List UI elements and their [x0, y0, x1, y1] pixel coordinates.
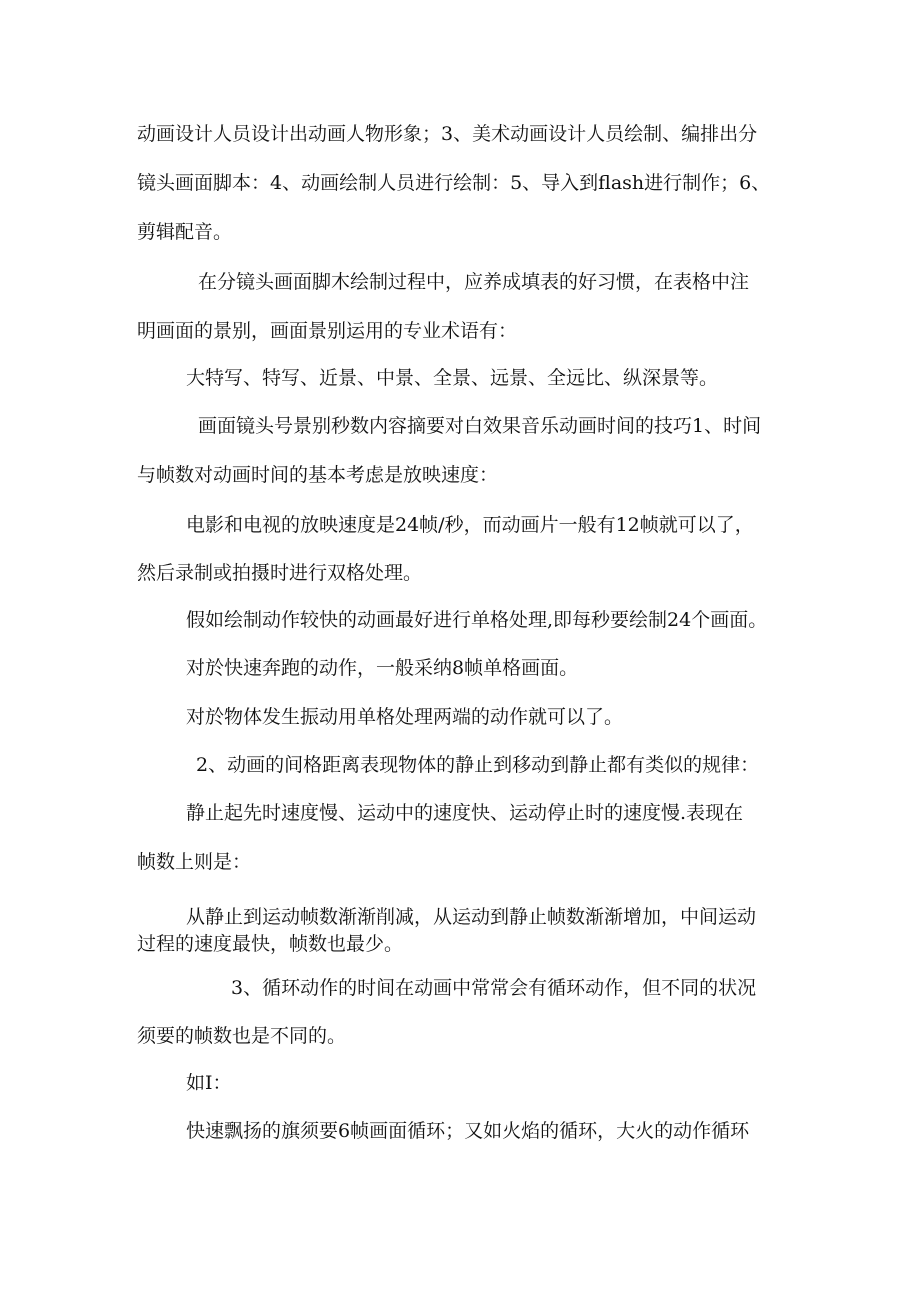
text-line: 过程的速度最快，帧数也最少。	[137, 933, 404, 955]
text-line: 在分镜头画面脚木绘制过程中，应养成填表的好习惯，在表格中注	[198, 271, 750, 293]
text-line: 快速飘扬的旗须要6帧画面循环；又如火焰的循环，大火的动作循环	[186, 1120, 750, 1142]
text-line: 静止起先时速度慢、运动中的速度快、运动停止时的速度慢.表现在	[186, 802, 744, 824]
text-line: 2、动画的间格距离表现物体的静止到移动到静止都有类似的规律：	[196, 754, 760, 776]
text-line: 与帧数对动画时间的基本考虑是放映速度：	[137, 464, 499, 486]
text-line: 动画设计人员设计出动画人物形象；3、美术动画设计人员绘制、编排出分	[137, 123, 758, 145]
text-line: 对於物体发生振动用单格处理两端的动作就可以了。	[186, 706, 624, 728]
text-line: 大特写、特写、近景、中景、全景、远景、全远比、纵深景等。	[186, 367, 719, 389]
text-line: 电影和电视的放映速度是24帧/秒，而动画片一般有12帧就可以了，	[186, 514, 754, 536]
text-line: 从静止到运动帧数渐渐削减，从运动到静止帧数渐渐增加，中间运动	[186, 906, 757, 928]
text-line: 假如绘制动作较快的动画最好进行单格处理,即每秒要绘制24个画面。	[186, 609, 768, 631]
text-line: 镜头画面脚本：4、动画绘制人员进行绘制：5、导入到flash进行制作；6、	[137, 172, 771, 194]
text-line: 须要的帧数也是不同的。	[137, 1025, 347, 1047]
text-line: 然后录制或拍摄时进行双格处理。	[137, 562, 423, 584]
text-line: 明画面的景别，画面景别运用的专业术语有：	[137, 320, 518, 342]
text-line: 画面镜头号景别秒数内容摘要对白效果音乐动画时间的技巧1、时间	[198, 415, 762, 437]
text-line: 对於快速奔跑的动作，一般采纳8帧单格画面。	[186, 657, 579, 679]
text-line: 帧数上则是：	[137, 851, 252, 873]
text-line: 剪辑配音。	[137, 221, 233, 243]
text-line: 如I：	[186, 1072, 232, 1094]
text-line: 3、循环动作的时间在动画中常常会有循环动作，但不同的状况	[231, 977, 757, 999]
